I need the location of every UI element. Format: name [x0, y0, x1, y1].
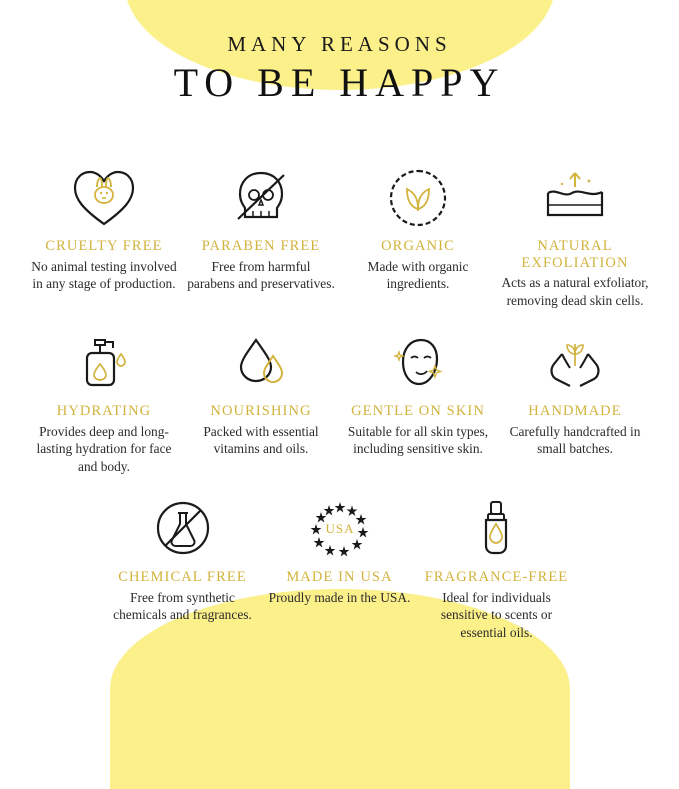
- skin-layers-arrow-icon: [501, 162, 650, 234]
- hands-holding-plant-icon: [501, 327, 650, 399]
- benefit-description: Proudly made in the USA.: [268, 589, 411, 605]
- benefit-chemical-free: [104, 493, 261, 624]
- benefit-title: CRUELTY FREE: [45, 238, 163, 254]
- heart-bunny-icon: [30, 162, 179, 234]
- benefit-description: Packed with essential vitamins and oils.: [203, 423, 319, 457]
- benefit-fragrance-free: [418, 493, 575, 641]
- benefit-title: ORGANIC: [381, 238, 455, 254]
- benefit-description: Suitable for all skin types, including sensitive skin.: [347, 423, 489, 457]
- benefit-gentle-on-skin: [340, 327, 497, 458]
- no-flask-icon: [108, 493, 257, 565]
- benefit-description: Provides deep and long-lasting hydration for face and body.: [36, 423, 172, 474]
- water-droplets-icon: [187, 327, 336, 399]
- benefit-handmade: [497, 327, 654, 458]
- benefit-title: PARABEN FREE: [201, 238, 321, 254]
- benefit-row: [18, 327, 661, 475]
- benefit-title: HANDMADE: [528, 403, 622, 420]
- dropper-bottle-icon: [422, 493, 571, 565]
- benefit-organic: [340, 162, 497, 293]
- eyebrow-text: MANY REASONS: [227, 32, 452, 56]
- benefit-description: Ideal for individuals sensitive to scents or essential oils.: [440, 589, 553, 640]
- benefit-description: Made with organic ingredients.: [367, 258, 469, 292]
- benefit-title: NATURAL EXFOLIATION: [521, 238, 629, 271]
- benefit-title: FRAGRANCE-FREE: [424, 569, 569, 586]
- benefit-cruelty-free: [26, 162, 183, 293]
- benefit-title: NOURISHING: [210, 403, 312, 420]
- benefit-natural-exfoliation: [497, 162, 654, 309]
- benefit-title: GENTLE ON SKIN: [351, 403, 485, 420]
- page-title: TO BE HAPPY: [173, 60, 506, 105]
- benefit-description: Carefully handcrafted in small batches.: [509, 423, 641, 457]
- benefit-made-in-usa: [261, 493, 418, 606]
- benefit-title: MADE IN USA: [286, 569, 393, 586]
- benefit-paraben-free: [183, 162, 340, 293]
- organic-leaf-badge-icon: [344, 162, 493, 234]
- benefit-description: Free from synthetic chemicals and fragrances.: [113, 589, 252, 623]
- usa-stars-badge-icon: [265, 493, 414, 565]
- benefit-row: [18, 493, 661, 641]
- benefit-hydrating: [26, 327, 183, 475]
- benefit-nourishing: [183, 327, 340, 458]
- benefit-description: Free from harmful parabens and preservatives.: [187, 258, 335, 292]
- face-sparkle-icon: [344, 327, 493, 399]
- no-chemicals-skull-icon: [187, 162, 336, 234]
- benefit-title: CHEMICAL FREE: [118, 569, 247, 586]
- svg-text:USA: USA: [324, 521, 355, 537]
- benefit-title: HYDRATING: [56, 403, 152, 420]
- lotion-pump-bottle-icon: [30, 327, 179, 399]
- benefit-description: Acts as a natural exfoliator, removing dead skin cells.: [501, 275, 649, 308]
- benefit-row: [18, 162, 661, 309]
- benefit-description: No animal testing involved in any stage of production.: [31, 258, 177, 292]
